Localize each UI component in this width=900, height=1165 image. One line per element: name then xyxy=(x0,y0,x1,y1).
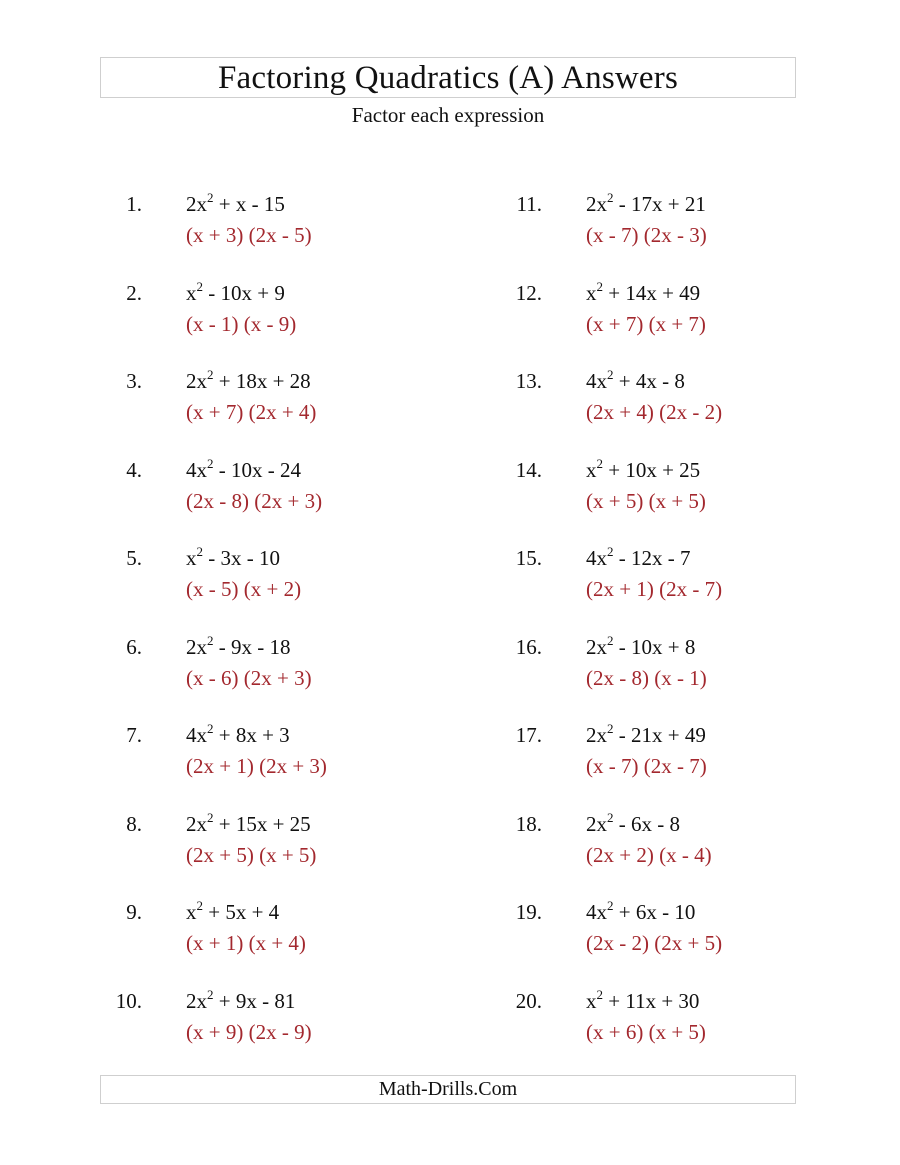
expression-exponent: 2 xyxy=(207,809,214,825)
expression-rest: + 15x + 25 xyxy=(213,811,311,836)
expression-exponent: 2 xyxy=(607,721,614,736)
problem-answer: (2x + 1) (2x - 7) xyxy=(586,577,723,601)
expression-rest: - 3x - 10 xyxy=(203,546,280,570)
problem-number: 9. xyxy=(126,900,142,924)
problem-expression xyxy=(586,721,706,749)
problem-number: 14. xyxy=(515,457,542,482)
problem-answer: (x + 5) (x + 5) xyxy=(586,488,706,513)
page-subtitle: Factor each expression xyxy=(351,103,545,127)
problem-expression xyxy=(586,810,680,838)
problem-expression xyxy=(586,898,695,926)
expression-rest: + 10x + 25 xyxy=(603,457,701,482)
problem-expression xyxy=(586,279,700,307)
problem-answer: (x + 1) (x + 4) xyxy=(186,931,306,955)
expression-lead: 2x xyxy=(186,634,207,659)
expression-exponent: 2 xyxy=(596,278,603,294)
expression-lead: 2x xyxy=(186,192,207,216)
expression-lead: 2x xyxy=(586,811,607,836)
problem-answer: (x - 7) (2x - 7) xyxy=(586,754,707,778)
problem-answer: (2x + 2) (x - 4) xyxy=(586,842,712,867)
problem-number: 5. xyxy=(126,546,142,570)
expression-exponent: 2 xyxy=(607,544,614,559)
problem-number: 20. xyxy=(515,988,542,1013)
problem-expression xyxy=(586,633,695,661)
problem-number: 16. xyxy=(515,634,542,659)
problem-expression xyxy=(186,544,280,572)
problem-expression xyxy=(186,190,285,218)
problem-expression xyxy=(586,987,699,1015)
problem-expression xyxy=(186,810,311,838)
expression-exponent: 2 xyxy=(207,367,214,382)
expression-rest: + 6x - 10 xyxy=(613,900,696,924)
expression-rest: - 9x - 18 xyxy=(213,634,291,659)
expression-lead: 2x xyxy=(186,369,207,393)
problem-number: 4. xyxy=(126,457,142,482)
problem-number: 6. xyxy=(126,634,142,659)
expression-lead: x xyxy=(186,900,197,924)
problem-answer: (x + 9) (2x - 9) xyxy=(186,1019,312,1044)
problem-answer: (x - 6) (2x + 3) xyxy=(186,665,312,690)
expression-exponent: 2 xyxy=(607,632,614,648)
expression-rest: - 21x + 49 xyxy=(613,723,706,747)
problem-number: 12. xyxy=(515,280,542,305)
expression-rest: + 18x + 28 xyxy=(213,369,311,393)
expression-lead: 2x xyxy=(186,988,207,1013)
expression-lead: 4x xyxy=(586,900,607,924)
expression-rest: + 4x - 8 xyxy=(613,369,685,393)
problem-answer: (2x - 2) (2x + 5) xyxy=(586,931,723,955)
problem-expression xyxy=(186,456,301,484)
expression-lead: 4x xyxy=(586,546,607,570)
expression-lead: x xyxy=(186,546,197,570)
expression-exponent: 2 xyxy=(196,278,203,294)
problem-number: 3. xyxy=(126,369,142,393)
problem-answer: (2x - 8) (x - 1) xyxy=(586,665,707,690)
page-title: Factoring Quadratics (A) Answers xyxy=(217,60,679,96)
problem-answer: (2x + 5) (x + 5) xyxy=(186,842,317,867)
expression-rest: - 10x + 8 xyxy=(613,634,696,659)
expression-lead: 4x xyxy=(586,369,607,393)
expression-lead: 4x xyxy=(186,723,207,747)
expression-exponent: 2 xyxy=(607,190,614,205)
problem-answer: (x - 1) (x - 9) xyxy=(186,311,297,336)
problem-answer: (x - 7) (2x - 3) xyxy=(586,223,707,247)
problem-expression xyxy=(186,279,285,307)
expression-rest: - 6x - 8 xyxy=(613,811,680,836)
expression-exponent: 2 xyxy=(207,455,214,471)
expression-exponent: 2 xyxy=(607,898,614,913)
problem-number: 1. xyxy=(126,192,142,216)
expression-exponent: 2 xyxy=(207,721,214,736)
expression-lead: 2x xyxy=(186,811,207,836)
expression-exponent: 2 xyxy=(207,190,214,205)
expression-exponent: 2 xyxy=(607,809,614,825)
expression-rest: - 10x - 24 xyxy=(213,457,301,482)
problem-number: 7. xyxy=(126,723,142,747)
problem-expression xyxy=(186,898,279,926)
problem-expression xyxy=(186,987,295,1015)
problem-number: 10. xyxy=(115,988,142,1013)
expression-exponent: 2 xyxy=(607,367,614,382)
problem-expression xyxy=(586,456,700,484)
problem-answer: (x + 3) (2x - 5) xyxy=(186,223,312,247)
problem-number: 18. xyxy=(515,811,542,836)
problem-answer: (2x - 8) (2x + 3) xyxy=(186,488,323,513)
problem-number: 11. xyxy=(516,192,542,216)
expression-lead: x xyxy=(586,988,597,1013)
expression-rest: - 12x - 7 xyxy=(613,546,691,570)
expression-rest: + 9x - 81 xyxy=(213,988,296,1013)
problem-number: 8. xyxy=(126,811,142,836)
expression-lead: x xyxy=(586,280,597,305)
footer xyxy=(100,1075,796,1104)
expression-lead: x xyxy=(186,280,197,305)
expression-exponent: 2 xyxy=(196,898,203,913)
expression-exponent: 2 xyxy=(596,986,603,1002)
footer-site: Math-Drills.Com xyxy=(378,1078,518,1100)
expression-lead: x xyxy=(586,457,597,482)
problem-number: 17. xyxy=(515,723,542,747)
expression-rest: + 5x + 4 xyxy=(203,900,280,924)
expression-exponent: 2 xyxy=(596,455,603,471)
problem-answer: (2x + 4) (2x - 2) xyxy=(586,400,723,424)
expression-rest: - 10x + 9 xyxy=(203,280,285,305)
expression-exponent: 2 xyxy=(207,986,214,1002)
expression-lead: 4x xyxy=(186,457,207,482)
expression-rest: + x - 15 xyxy=(213,192,285,216)
problem-number: 15. xyxy=(515,546,542,570)
expression-rest: + 11x + 30 xyxy=(603,988,700,1013)
problem-number: 13. xyxy=(515,369,542,393)
expression-rest: - 17x + 21 xyxy=(613,192,706,216)
problem-expression xyxy=(586,544,691,572)
problem-answer: (x + 7) (2x + 4) xyxy=(186,400,317,424)
expression-lead: 2x xyxy=(586,723,607,747)
problem-answer: (x + 6) (x + 5) xyxy=(586,1019,706,1044)
problem-answer: (x - 5) (x + 2) xyxy=(186,577,302,601)
expression-rest: + 14x + 49 xyxy=(603,280,701,305)
problem-answer: (2x + 1) (2x + 3) xyxy=(186,754,327,778)
problem-answer: (x + 7) (x + 7) xyxy=(586,311,706,336)
expression-rest: + 8x + 3 xyxy=(213,723,290,747)
expression-exponent: 2 xyxy=(196,544,203,559)
problem-number: 2. xyxy=(126,280,142,305)
expression-exponent: 2 xyxy=(207,632,214,648)
problem-number: 19. xyxy=(515,900,542,924)
expression-lead: 2x xyxy=(586,634,607,659)
problem-expression xyxy=(586,190,706,218)
problem-expression xyxy=(186,721,290,749)
problem-expression xyxy=(586,367,685,395)
problem-expression xyxy=(186,633,291,661)
expression-lead: 2x xyxy=(586,192,607,216)
title-box xyxy=(100,57,796,98)
problem-expression xyxy=(186,367,311,395)
